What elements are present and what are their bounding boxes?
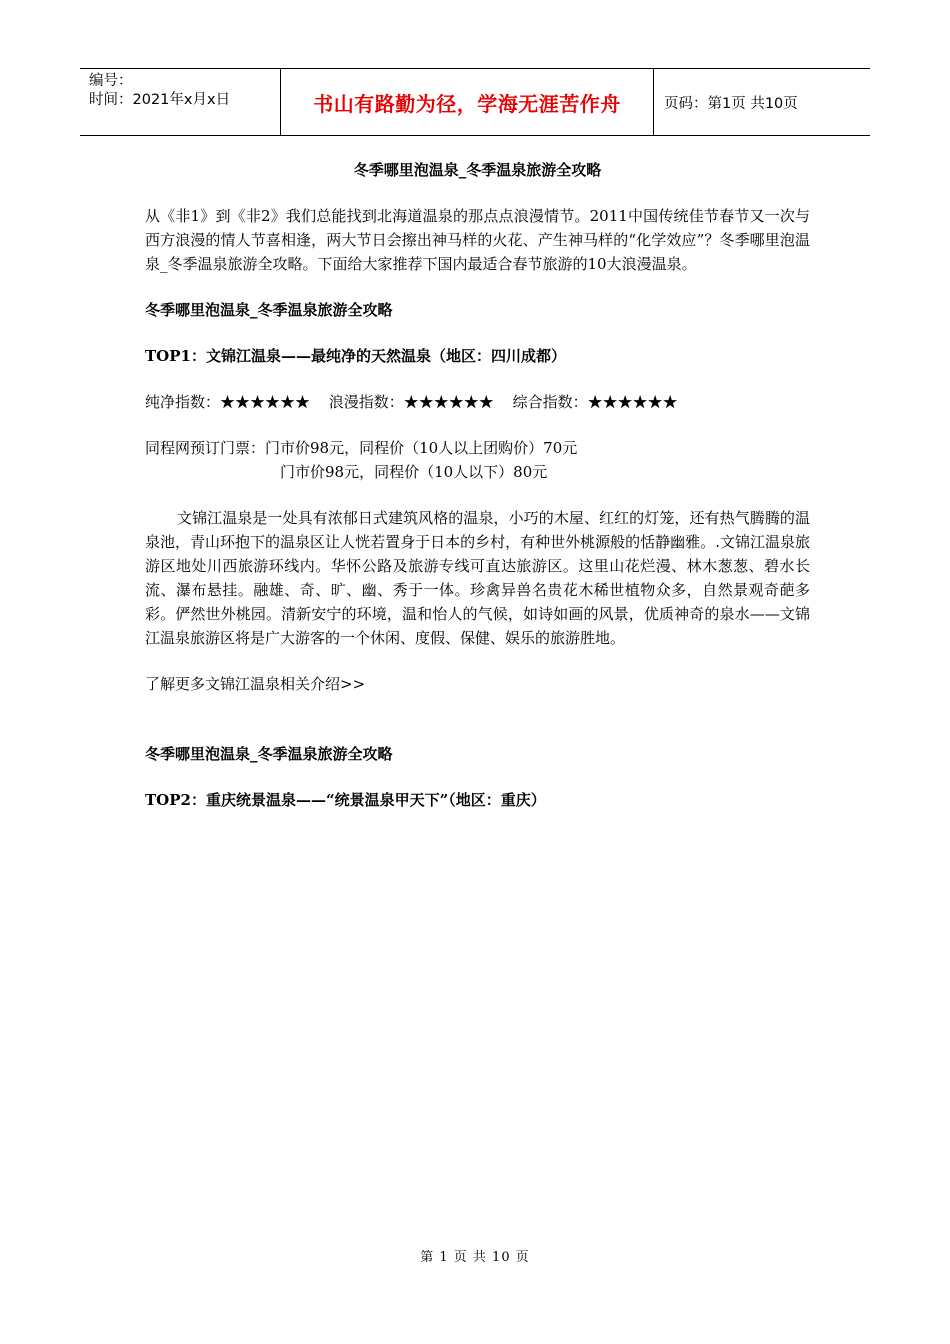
intro-paragraph: 从《非1》到《非2》我们总能找到北海道温泉的那点点浪漫情节。2011中国传统佳节春节又一次与西方浪漫的情人节喜相逢，两大节日会擦出神马样的火花、产生神马样的“化学效应”？冬季哪里泡温泉_冬季温泉旅游全攻略。下面给大家推荐下国内最适合春节旅游的10大浪漫温泉。 <box>145 207 810 273</box>
ticket-line-1: 同程网预订门票：门市价98元，同程价（10人以上团购价）70元 <box>145 439 578 457</box>
romance-rating: 浪漫指数：★★★★★★ <box>328 393 494 411</box>
ticket-line-2: 门市价98元，同程价（10人以下）80元 <box>280 463 548 481</box>
rating-row <box>145 390 810 414</box>
document-title: 冬季哪里泡温泉_冬季温泉旅游全攻略 <box>353 161 602 179</box>
top2-heading: TOP2：重庆统景温泉——“统景温泉甲天下”（地区：重庆） <box>145 791 546 809</box>
page-footer: 第 1 页 共 10 页 <box>420 1250 530 1265</box>
number-label: 编号： <box>89 73 133 89</box>
header-page-info: 页码：第1页 共10页 <box>664 95 798 112</box>
section-heading-2: 冬季哪里泡温泉_冬季温泉旅游全攻略 <box>145 745 393 763</box>
header-motto: 书山有路勤为径，学海无涯苦作舟 <box>281 69 654 135</box>
document-header <box>80 68 870 136</box>
description-paragraph: 文锦江温泉是一处具有浓郁日式建筑风格的温泉，小巧的木屋、红红的灯笼，还有热气腾腾的温泉池，青山环抱下的温泉区让人恍若置身于日本的乡村，有种世外桃源般的恬静幽雅。.文锦江温泉旅游区地处川西旅游环线内。华怀公路及旅游专线可直达旅游区。这里山花烂漫、林木葱葱、碧水长流、瀑布悬挂。融雄、奇、旷、幽、秀于一体。珍禽异兽名贵花木稀世植物众多，自然景观奇葩多彩。俨然世外桃园。清新安宁的环境，温和怡人的气候，如诗如画的风景，优质神奇的泉水——文锦江温泉旅游区将是广大游客的一个休闲、度假、保健、娱乐的旅游胜地。 <box>145 509 810 647</box>
header-meta <box>80 69 281 135</box>
document-body <box>145 158 810 834</box>
time-label: 时间：2021年x月x日 <box>89 92 231 108</box>
ticket-info <box>145 436 810 484</box>
more-info-link[interactable]: 了解更多文锦江温泉相关介绍>> <box>145 675 366 693</box>
overall-rating: 综合指数：★★★★★★ <box>512 393 678 411</box>
top1-heading: TOP1：文锦江温泉——最纯净的天然温泉（地区：四川成都） <box>145 347 566 365</box>
section-heading-1: 冬季哪里泡温泉_冬季温泉旅游全攻略 <box>145 301 393 319</box>
purity-rating: 纯净指数：★★★★★★ <box>145 393 311 411</box>
